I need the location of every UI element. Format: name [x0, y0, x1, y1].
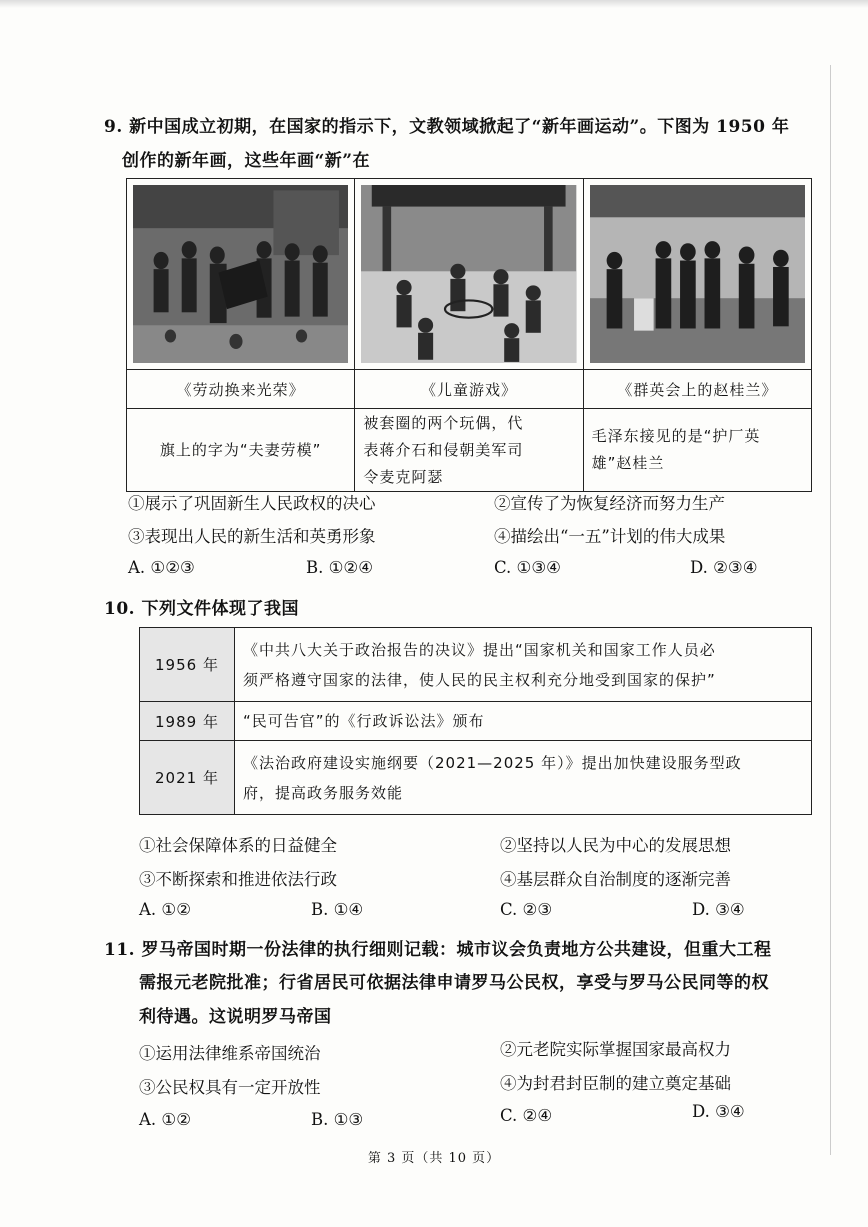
painting-3-desc-line: 雄”赵桂兰	[591, 454, 665, 472]
page-footer: 第 3 页（共 10 页）	[367, 1151, 501, 1166]
q10-choice-c[interactable]: C. ②③	[500, 900, 553, 919]
painting-3-cell	[583, 179, 811, 370]
q10-choice-d[interactable]: D. ③④	[692, 900, 745, 919]
q9-stem-line1: 9. 新中国成立初期，在国家的指示下，文教领域掀起了“新年画运动”。下图为 1950 年	[104, 117, 790, 137]
painting-2-cell	[355, 179, 583, 370]
q11-choice-a[interactable]: A. ①②	[139, 1110, 191, 1129]
q9-choice-b[interactable]: B. ①②④	[306, 558, 373, 577]
q9-item-2: ②宣传了为恢复经济而努力生产	[494, 494, 725, 513]
q10-row-text	[235, 628, 812, 702]
q9-item-3: ③表现出人民的新生活和英勇形象	[128, 527, 376, 546]
painting-1-title: 《劳动换来光荣》	[127, 370, 355, 409]
q10-item-1: ①社会保障体系的日益健全	[139, 836, 337, 855]
q11-item-2: ②元老院实际掌握国家最高权力	[500, 1040, 731, 1059]
q10-item-3: ③不断探索和推进依法行政	[139, 870, 337, 889]
q10-row-line: 《中共八大关于政治报告的决议》提出“国家机关和国家工作人员必	[243, 640, 716, 659]
q9-paintings-table	[126, 178, 812, 492]
q10-row-text	[235, 741, 812, 815]
painting-1-desc: 旗上的字为“夫妻劳模”	[127, 409, 355, 492]
q9-choice-d[interactable]: D. ②③④	[690, 558, 758, 577]
q11-item-3: ③公民权具有一定开放性	[139, 1078, 321, 1097]
q11-choice-d[interactable]: D. ③④	[692, 1102, 745, 1121]
q10-row-year: 1989 年	[140, 702, 235, 741]
q10-choice-a[interactable]: A. ①②	[139, 900, 191, 919]
q11-item-1: ①运用法律维系帝国统治	[139, 1044, 321, 1063]
q10-item-4: ④基层群众自治制度的逐渐完善	[500, 870, 731, 889]
q9-item-4: ④描绘出“一五”计划的伟大成果	[494, 527, 726, 546]
q11-choice-c[interactable]: C. ②④	[500, 1106, 553, 1125]
q11-item-4: ④为封君封臣制的建立奠定基础	[500, 1074, 731, 1093]
q10-row-line: 《法治政府建设实施纲要（2021—2025 年）》提出加快建设服务型政	[243, 753, 742, 772]
q10-row-year: 1956 年	[140, 628, 235, 702]
q9-choice-a[interactable]: A. ①②③	[128, 558, 195, 577]
painting-2-desc	[355, 409, 583, 492]
q9-stem-line2: 创作的新年画，这些年画“新”在	[122, 151, 371, 171]
painting-labor-glory-image	[133, 185, 348, 363]
q9-item-1: ①展示了巩固新生人民政权的决心	[128, 494, 376, 513]
page-edge	[830, 65, 831, 1155]
painting-2-title: 《儿童游戏》	[355, 370, 583, 409]
q11-stem-line3: 利待遇。这说明罗马帝国	[139, 1007, 332, 1027]
painting-2-desc-line: 令麦克阿瑟	[363, 467, 444, 486]
painting-3-desc	[583, 409, 811, 492]
painting-heroes-meeting-image	[590, 185, 805, 363]
q10-row-line: 须严格遵守国家的法律，使人民的民主权利充分地受到国家的保护”	[243, 670, 716, 689]
q10-row-year: 2021 年	[140, 741, 235, 815]
painting-children-games-image	[361, 185, 576, 363]
q10-item-2: ②坚持以人民为中心的发展思想	[500, 836, 731, 855]
painting-3-desc-line: 毛泽东接见的是“护厂英	[591, 427, 761, 445]
q9-choice-c[interactable]: C. ①③④	[494, 558, 561, 577]
painting-2-desc-line: 表蒋介石和侵朝美军司	[363, 440, 524, 459]
q10-row-line: 府，提高政务服务效能	[243, 783, 404, 802]
painting-3-title: 《群英会上的赵桂兰》	[583, 370, 811, 409]
painting-1-cell	[127, 179, 355, 370]
q10-row-text	[235, 702, 812, 741]
q11-stem-line1: 11. 罗马帝国时期一份法律的执行细则记载：城市议会负责地方公共建设，但重大工程	[104, 940, 772, 960]
q10-documents-table	[139, 627, 812, 815]
q10-choice-b[interactable]: B. ①④	[311, 900, 364, 919]
q11-choice-b[interactable]: B. ①③	[311, 1110, 364, 1129]
painting-2-desc-line: 被套圈的两个玩偶，代	[363, 413, 524, 432]
scan-shadow	[0, 0, 868, 8]
q11-stem-line2: 需报元老院批准；行省居民可依据法律申请罗马公民权，享受与罗马公民同等的权	[139, 973, 769, 993]
q10-row-line: “民可告官”的《行政诉讼法》颁布	[243, 712, 485, 730]
q10-stem: 10. 下列文件体现了我国	[104, 599, 299, 619]
